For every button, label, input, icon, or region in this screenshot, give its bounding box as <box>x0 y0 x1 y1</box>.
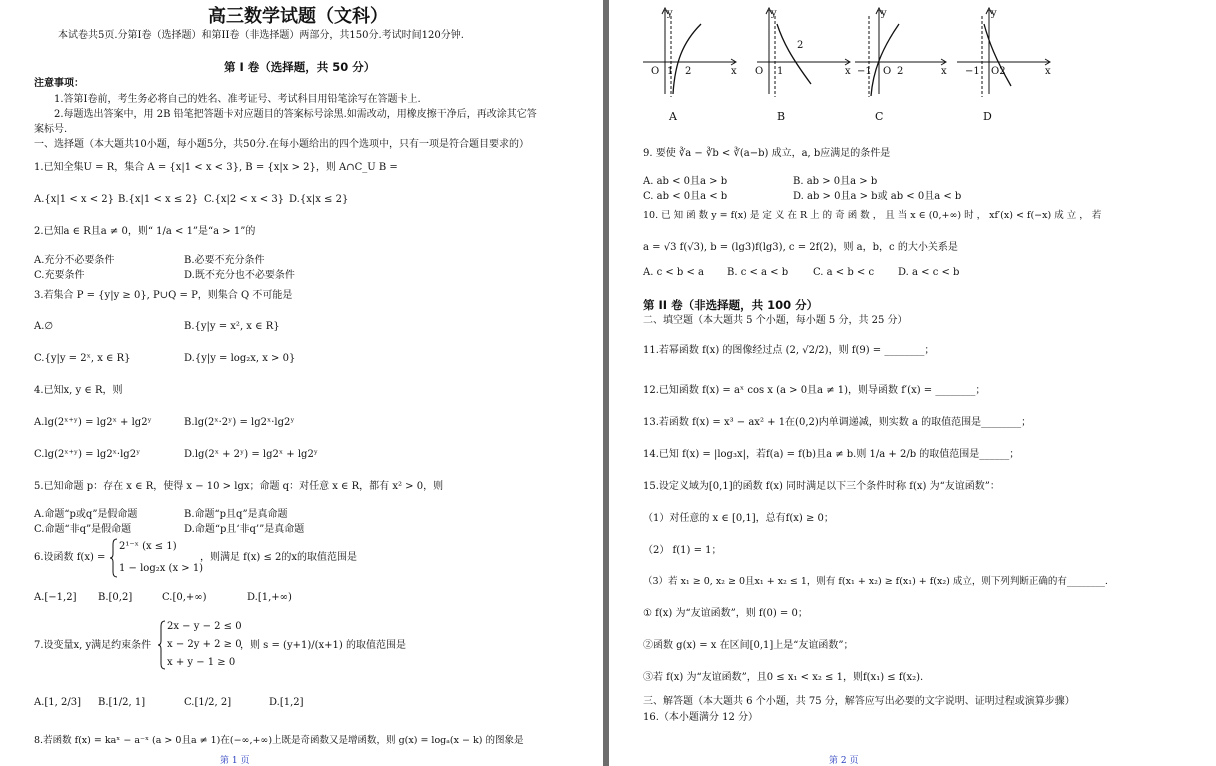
svg-text:2: 2 <box>797 40 804 51</box>
svg-text:O2: O2 <box>991 66 1006 77</box>
question-10-line-1: 10. 已 知 函 数 y = f(x) 是 定 义 在 R 上 的 奇 函 数 ， 且 当 x ∈ (0,+∞) 时 ， xf′(x) < f(−x) 成 立 ， 若 <box>643 210 1102 221</box>
q3-option-d: D.{y|y = log₂x, x > 0} <box>184 353 296 364</box>
question-7-suffix: ，则 s = (y+1)/(x+1) 的取值范围是 <box>240 640 406 651</box>
graph-a <box>643 8 736 97</box>
q6-option-a: A.[−1,2] <box>34 592 77 603</box>
q10-option-c: C. a < b < c <box>813 267 875 278</box>
q7-option-d: D.[1,2] <box>269 697 304 708</box>
q7-constraint-2: x − 2y + 2 ≥ 0 <box>167 639 242 650</box>
q4-option-a: A.lg(2ˣ⁺ʸ) = lg2ˣ + lg2ʸ <box>34 417 152 428</box>
q5-option-d: D.命题“p且‘非q’”是真命题 <box>184 524 305 535</box>
document-page-1 <box>0 0 603 766</box>
question-1: 1.已知全集U = R，集合 A = {x|1 < x < 3}, B = {x|x > 2}，则 A∩C_U B = <box>34 162 398 173</box>
graph-d <box>957 8 1050 97</box>
svg-text:x: x <box>1045 66 1051 77</box>
q9-option-c: C. ab < 0且a < b <box>643 191 728 202</box>
q15-condition-2: （2） f(1) = 1； <box>643 545 722 556</box>
q7-option-b: B.[1/2, 1] <box>98 697 146 708</box>
part2-heading: 第 II 卷（非选择题，共 100 分） <box>643 298 819 312</box>
section-2-heading: 二、填空题（本大题共 5 个小题，每小题 5 分，共 25 分） <box>643 315 908 326</box>
q15-condition-1: （1）对任意的 x ∈ [0,1]，总有f(x) ≥ 0； <box>643 513 834 524</box>
q4-option-d: D.lg(2ˣ + 2ʸ) = lg2ˣ + lg2ʸ <box>184 449 319 460</box>
question-12: 12.已知函数 f(x) = aˣ cos x (a > 0且a ≠ 1)，则导函数 f′(x) = ________； <box>643 385 986 396</box>
q3-option-b: B.{y|y = x², x ∈ R} <box>184 321 280 332</box>
q7-constraint-1: 2x − y − 2 ≤ 0 <box>167 621 242 632</box>
graph-label-c: C <box>875 110 884 123</box>
svg-text:x: x <box>845 66 851 77</box>
q2-option-d: D.既不充分也不必要条件 <box>184 270 295 281</box>
q10-option-d: D. a < c < b <box>898 267 960 278</box>
svg-text:2: 2 <box>897 66 904 77</box>
page-1-footer: 第 1 页 <box>190 753 279 766</box>
svg-text:y: y <box>881 8 887 19</box>
question-11: 11.若幂函数 f(x) 的图像经过点 (2, √2/2)，则 f(9) = ________； <box>643 345 935 356</box>
q9-option-d: D. ab > 0且a > b或 ab < 0且a < b <box>793 191 962 202</box>
q10-option-a: A. c < b < a <box>643 267 705 278</box>
graph-b <box>757 8 850 97</box>
page-title: 高三数学试题（文科） <box>208 6 388 27</box>
q6-brace <box>110 538 118 578</box>
q4-option-c: C.lg(2ˣ⁺ʸ) = lg2ˣ·lg2ʸ <box>34 449 141 460</box>
exam-intro: 本试卷共5页.分第I卷（选择题）和第II卷（非选择题）两部分，共150分.考试时间120分钟. <box>58 30 464 41</box>
q7-brace <box>158 620 166 670</box>
q4-option-b: B.lg(2ˣ·2ʸ) = lg2ˣ·lg2ʸ <box>184 417 295 428</box>
svg-text:O: O <box>755 66 764 77</box>
question-3: 3.若集合 P = {y|y ≥ 0}, P∪Q = P，则集合 Q 不可能是 <box>34 290 293 301</box>
q1-option-d: D.{x|x ≤ 2} <box>289 194 349 205</box>
question-8: 8.若函数 f(x) = kaˣ − a⁻ˣ (a > 0且a ≠ 1)在(−∞,+∞)上既是奇函数又是增函数，则 g(x) = logₐ(x − k) 的图象是 <box>34 735 524 746</box>
q6-case-2: 1 − log₂x (x > 1) <box>119 563 204 574</box>
note-2: 2.每题选出答案中，用 2B 铅笔把答题卡对应题目的答案标号涂黑.如需改动，用橡皮擦干净后，再改涂其它答 <box>54 109 537 120</box>
q7-constraint-3: x + y − 1 ≥ 0 <box>167 657 236 668</box>
svg-text:−1: −1 <box>857 66 872 77</box>
question-5: 5.已知命题 p：存在 x ∈ R，使得 x − 10 > lgx；命题 q：对任意 x ∈ R，都有 x² > 0，则 <box>34 481 444 492</box>
q6-case-1: 2¹⁻ˣ (x ≤ 1) <box>119 541 177 552</box>
q15-statement-1: ① f(x) 为“友谊函数”，则 f(0) = 0； <box>643 608 808 619</box>
document-page-2 <box>609 0 1216 766</box>
q10-option-b: B. c < a < b <box>727 267 789 278</box>
notes-heading: 注意事项： <box>34 78 84 89</box>
question-14: 14.已知 f(x) = |log₃x|，若f(a) = f(b)且a ≠ b.则 1/a + 2/b 的取值范围是______； <box>643 449 1020 460</box>
q15-condition-3: （3）若 x₁ ≥ 0, x₂ ≥ 0且x₁ + x₂ ≤ 1，则有 f(x₁ + x₂) ≥ f(x₁) + f(x₂) 成立，则下列判断正确的有________. <box>643 576 1108 587</box>
svg-text:O: O <box>883 66 892 77</box>
q6-option-c: C.[0,+∞) <box>162 592 207 603</box>
q9-option-b: B. ab > 0且a > b <box>793 176 878 187</box>
graph-label-d: D <box>983 110 992 123</box>
section-3-heading: 三、解答题（本大题共 6 个小题，共 75 分，解答应写出必要的文字说明、证明过程或演算步骤） <box>643 696 1075 707</box>
note-1: 1.答第I卷前，考生务必将自己的姓名、准考证号、考试科目用铅笔涂写在答题卡上. <box>54 94 421 105</box>
q8-graph-options <box>639 2 1099 127</box>
q7-option-a: A.[1, 2/3] <box>34 697 82 708</box>
q15-statement-2: ②函数 g(x) = x 在区间[0,1]上是“友谊函数”； <box>643 640 854 651</box>
svg-text:x: x <box>941 66 947 77</box>
q2-option-c: C.充要条件 <box>34 270 85 281</box>
q1-option-a: A.{x|1 < x < 2} <box>34 194 114 205</box>
svg-text:y: y <box>771 8 777 19</box>
svg-text:−1: −1 <box>965 66 980 77</box>
svg-text:O: O <box>651 66 660 77</box>
svg-text:1: 1 <box>667 66 674 77</box>
q15-statement-3: ③若 f(x) 为“友谊函数”，且0 ≤ x₁ < x₂ ≤ 1，则f(x₁) ≤ f(x₂). <box>643 672 924 683</box>
section-1-heading: 一、选择题（本大题共10小题，每小题5分，共50分.在每小题给出的四个选项中，只有一项是符合题目要求的） <box>34 139 529 150</box>
q3-option-a: A.∅ <box>34 321 54 332</box>
question-15: 15.设定义域为[0,1]的函数 f(x) 同时满足以下三个条件时称 f(x) 为“友谊函数”： <box>643 481 1000 492</box>
q5-option-a: A.命题“p或q”是假命题 <box>34 509 138 520</box>
note-2-cont: 案标号. <box>34 124 68 135</box>
svg-text:y: y <box>991 8 997 19</box>
question-7-prefix: 7.设变量x, y满足约束条件 <box>34 640 152 651</box>
svg-text:x: x <box>731 66 737 77</box>
q6-option-d: D.[1,+∞) <box>247 592 292 603</box>
svg-text:2: 2 <box>685 66 692 77</box>
svg-text:1: 1 <box>777 66 784 77</box>
question-6-prefix: 6.设函数 f(x) = <box>34 552 106 563</box>
q6-option-b: B.[0,2] <box>98 592 133 603</box>
q7-option-c: C.[1/2, 2] <box>184 697 232 708</box>
q3-option-c: C.{y|y = 2ˣ, x ∈ R} <box>34 353 131 364</box>
question-9: 9. 要使 ∛a − ∛b < ∛(a−b) 成立，a, b应满足的条件是 <box>643 148 891 159</box>
question-13: 13.若函数 f(x) = x³ − ax² + 1在(0,2)内单调递减，则实数 a 的取值范围是________； <box>643 417 1032 428</box>
q1-option-c: C.{x|2 < x < 3} <box>204 194 285 205</box>
q2-option-b: B.必要不充分条件 <box>184 255 265 266</box>
graph-label-b: B <box>777 110 786 123</box>
question-10-line-2: a = √3 f(√3), b = (lg3)f(lg3), c = 2f(2)，则 a，b，c 的大小关系是 <box>643 242 958 253</box>
graph-c <box>855 8 946 97</box>
q5-option-b: B.命题“p且q”是真命题 <box>184 509 288 520</box>
question-4: 4.已知x, y ∈ R，则 <box>34 385 123 396</box>
q9-option-a: A. ab < 0且a > b <box>643 176 728 187</box>
svg-text:y: y <box>667 8 673 19</box>
page-2-footer: 第 2 页 <box>799 753 888 766</box>
question-6-suffix: ，则满足 f(x) ≤ 2的x的取值范围是 <box>200 552 358 563</box>
part1-heading: 第 I 卷（选择题，共 50 分） <box>224 60 376 74</box>
question-16: 16.（本小题满分 12 分） <box>643 712 758 723</box>
q2-option-a: A.充分不必要条件 <box>34 255 115 266</box>
graph-label-a: A <box>669 110 677 123</box>
q1-option-b: B.{x|1 < x ≤ 2} <box>118 194 199 205</box>
q5-option-c: C.命题“非q”是假命题 <box>34 524 132 535</box>
question-2: 2.已知a ∈ R且a ≠ 0，则“ 1/a < 1”是“a > 1”的 <box>34 226 256 237</box>
